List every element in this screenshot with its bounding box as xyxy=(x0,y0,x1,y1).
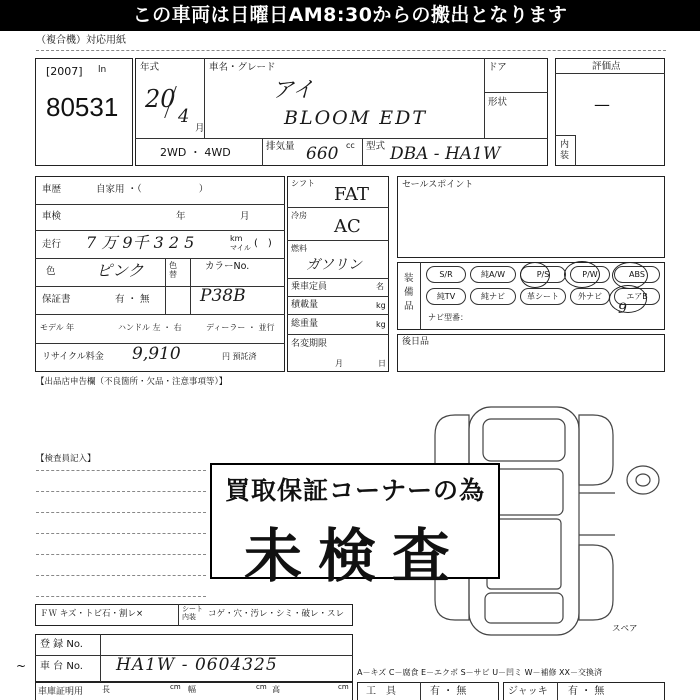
color-no-label: カラーNo. xyxy=(205,261,250,272)
cert-width: 幅 xyxy=(188,685,196,694)
jack-label: ジャッキ xyxy=(508,686,548,697)
mileage-unit-mile: マイル xyxy=(230,244,251,252)
vehicle-divider xyxy=(262,138,263,166)
color-label: 色 xyxy=(46,266,56,277)
chassis-value: HA1W - 0604325 xyxy=(116,655,278,675)
equip-ps: P/S xyxy=(520,266,566,283)
weight-unit: kg xyxy=(376,320,386,329)
grade-divider xyxy=(555,135,575,136)
notes-rule xyxy=(36,554,206,555)
notes-rule xyxy=(36,596,206,597)
header-rule xyxy=(36,50,666,51)
door-label: ドア xyxy=(488,62,507,73)
middle-divider xyxy=(287,278,389,279)
shape-label: 形状 xyxy=(488,97,508,108)
year-value: 20 xyxy=(145,85,176,113)
fuel-label: 燃料 xyxy=(291,244,307,253)
warranty-label: 保証書 xyxy=(42,294,71,305)
equip-airbag: エアB xyxy=(614,288,660,305)
margin-mark: ~ xyxy=(16,659,27,673)
stamp-line1: 買取保証コーナーの為 xyxy=(224,476,485,505)
shift-value: FAT xyxy=(334,184,369,205)
ac-label: 冷房 xyxy=(291,211,307,220)
inspection-month: 月 xyxy=(240,211,250,222)
chassis-label: 車 台 No. xyxy=(40,661,83,672)
equip-tv: 純TV xyxy=(426,288,466,305)
displacement-label: 排気量 xyxy=(266,141,295,152)
vehicle-divider xyxy=(362,138,363,166)
lot-mark: ln xyxy=(98,65,107,75)
fuel-value: ガソリン xyxy=(306,257,362,273)
capacity-label: 乗車定員 xyxy=(291,282,328,292)
notice-banner: この車両は日曜日AM8:30からの搬出となります xyxy=(0,0,700,31)
unchecked-stamp xyxy=(210,463,500,590)
spare-label: スペア xyxy=(612,624,638,634)
details-divider xyxy=(35,258,285,259)
notes-rule xyxy=(36,575,206,576)
cert-cm-2: cm xyxy=(256,683,267,691)
lot-year-code: [2007] xyxy=(46,65,83,78)
sales-point-label: セールスポイント xyxy=(402,180,474,190)
details-divider xyxy=(35,230,285,231)
month-unit: 月 xyxy=(195,123,205,134)
cert-long: 長 xyxy=(102,685,110,694)
notes-rule xyxy=(36,533,206,534)
later-items-label: 後日品 xyxy=(402,337,430,347)
sheet-subtitle: （複合機）対応用紙 xyxy=(36,35,126,46)
mileage-unit-km: km xyxy=(230,234,243,243)
grade-divider xyxy=(555,73,665,74)
color-no-value: P38B xyxy=(200,286,246,306)
circle-mark xyxy=(609,285,647,313)
history-value: 自家用 ・（ ） xyxy=(96,184,209,195)
middle-divider xyxy=(287,314,389,315)
deadline-label: 名変期限 xyxy=(291,339,328,349)
model-label: 型式 xyxy=(366,141,386,152)
details-divider xyxy=(35,286,285,287)
grade-divider xyxy=(575,135,576,166)
equipment-divider xyxy=(420,262,421,330)
cert-cm-3: cm xyxy=(338,683,349,691)
mileage-label: 走行 xyxy=(42,239,62,250)
displacement-unit: cc xyxy=(346,141,355,150)
color-change-label: 色替 xyxy=(169,261,177,279)
color-value: ピンク xyxy=(96,261,144,280)
dealer-label: ディーラー ・ 並行 xyxy=(206,323,275,332)
recycle-label: リサイクル料金 xyxy=(42,352,104,362)
jack-divider xyxy=(557,682,558,700)
mileage-paren: ( ) xyxy=(254,238,272,249)
model-year-label: モデル 年 xyxy=(40,323,75,332)
fw-label: ＦＷ キズ・トビ石・割レ× xyxy=(40,609,144,619)
equipment-label: 装備品 xyxy=(404,273,414,312)
registration-divider xyxy=(100,634,101,682)
grade-value: — xyxy=(594,95,610,114)
car-right-front-door xyxy=(579,415,613,485)
cert-label: 車庫証明用 xyxy=(38,687,84,697)
car-name: アイ xyxy=(272,78,315,103)
inspector-label: 【検査員記入】 xyxy=(36,454,96,464)
car-hood xyxy=(483,419,565,461)
recycle-unit: 円 預託済 xyxy=(222,352,257,361)
vehicle-divider xyxy=(484,92,548,93)
history-label: 車歴 xyxy=(42,184,62,195)
capacity-unit: 名 xyxy=(376,282,384,291)
circle-mark xyxy=(520,262,550,288)
load-unit: kg xyxy=(376,301,386,310)
seat-label: シート内装 xyxy=(182,605,203,621)
details-divider xyxy=(35,204,285,205)
warranty-options: 有 ・ 無 xyxy=(115,294,150,305)
cert-height: 高 xyxy=(272,685,280,694)
spare-tire-hub xyxy=(636,474,650,486)
navi-mark: 9 xyxy=(618,301,627,317)
interior-label: 内装 xyxy=(560,140,570,161)
displacement-value: 660 xyxy=(306,144,339,164)
equip-leather: 革シート xyxy=(520,288,566,305)
vehicle-divider xyxy=(135,138,548,139)
year-label: 年式 xyxy=(140,62,160,73)
grade-box xyxy=(555,58,665,166)
tools-divider xyxy=(420,682,421,700)
grade-label: 評価点 xyxy=(592,61,621,72)
spare-tire xyxy=(627,466,659,494)
equip-pw: P/W xyxy=(570,266,610,283)
weight-label: 総重量 xyxy=(291,319,319,329)
month-value: 4 xyxy=(178,106,190,127)
name-label: 車名・グレード xyxy=(209,62,276,73)
stamp-line2: 未検査 xyxy=(243,522,466,590)
car-rear-window xyxy=(485,593,563,623)
details-divider xyxy=(190,258,191,314)
notes-rule xyxy=(36,470,206,471)
mileage-value: 7 万 9千 3 2 5 xyxy=(86,233,195,252)
middle-divider xyxy=(287,207,389,208)
equip-alloy-wheel: 純A/W xyxy=(470,266,516,283)
notes-rule xyxy=(36,491,206,492)
fw-divider xyxy=(178,604,179,626)
later-items-box xyxy=(397,334,665,372)
middle-divider xyxy=(287,240,389,241)
drive-type: 2WD ・ 4WD xyxy=(160,146,231,159)
middle-divider xyxy=(287,334,389,335)
notes-rule xyxy=(36,512,206,513)
navi-model-label: ナビ型番： xyxy=(428,313,468,322)
equip-ext-navi: 外ナビ xyxy=(570,288,610,305)
tools-label: 工 具 xyxy=(366,686,396,697)
recycle-value: 9,910 xyxy=(132,344,181,364)
handle-label: ハンドル 左 ・ 右 xyxy=(118,323,182,332)
circle-mark xyxy=(564,261,600,288)
middle-divider xyxy=(287,296,389,297)
equip-sr: S/R xyxy=(426,266,466,283)
shift-label: シフト xyxy=(291,179,315,188)
equip-navi: 純ナビ xyxy=(470,288,516,305)
listing-notes-label: 【出品店申告欄（不良箇所・欠品・注意事項等）】 xyxy=(36,377,228,387)
car-right-rear-door xyxy=(579,545,613,620)
load-label: 積載量 xyxy=(291,300,319,310)
registration-label: 登 録 No. xyxy=(40,639,83,650)
details-divider xyxy=(35,314,285,315)
tools-options: 有 ・ 無 xyxy=(430,686,467,697)
inspection-label: 車検 xyxy=(42,211,62,222)
vehicle-divider xyxy=(484,58,485,138)
cert-cm-1: cm xyxy=(170,683,181,691)
damage-legend: A－キズ C－腐食 E－エクボ S－サビ U－凹ミ W－補修 XX－交換済 xyxy=(357,668,603,677)
ac-value: AC xyxy=(334,216,361,237)
inspection-year: 年 xyxy=(176,211,186,222)
lot-number: 80531 xyxy=(46,92,119,122)
deadline-day: 日 xyxy=(378,359,386,368)
seat-options: コゲ・穴・汚レ・シミ・破レ・スレ xyxy=(208,609,345,619)
equip-abs: ABS xyxy=(614,266,660,283)
jack-options: 有 ・ 無 xyxy=(568,686,605,697)
car-grade: BLOOM EDT xyxy=(284,107,428,129)
deadline-month: 月 xyxy=(335,359,343,368)
model-value: DBA - HA1W xyxy=(390,144,501,164)
details-divider xyxy=(165,258,166,314)
